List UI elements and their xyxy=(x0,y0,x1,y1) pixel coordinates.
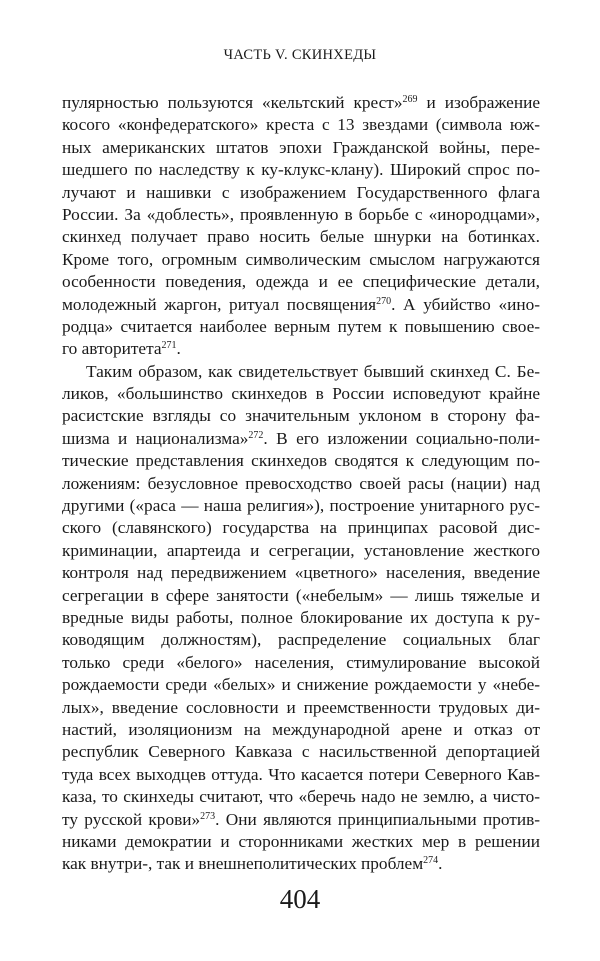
text-line xyxy=(62,182,540,204)
paragraph xyxy=(62,92,540,361)
text-segment: Таким образом, как свидетельствует бывший скинхед С. Бе- xyxy=(86,361,540,381)
text-line xyxy=(62,473,540,495)
text-segment: шизма и национализма» xyxy=(62,428,249,448)
text-segment: рождаемости среди «белых» и снижение рождаемости у «небе- xyxy=(62,675,540,695)
text-segment: России. За «доблесть», проявленную в борьбе с «инородцами», xyxy=(62,204,540,224)
text-line xyxy=(62,204,540,226)
footnote-ref: 271 xyxy=(161,340,177,352)
text-line xyxy=(62,629,540,651)
text-line xyxy=(62,607,540,629)
text-line xyxy=(62,226,540,248)
text-line xyxy=(62,159,540,181)
text-segment: . xyxy=(438,854,443,874)
text-segment: другими («раса — наша религия»), построение унитарного рус- xyxy=(62,496,540,516)
text-segment: ложениям: безусловное превосходство своей расы (нации) над xyxy=(62,473,540,493)
text-line xyxy=(62,585,540,607)
text-segment: вредные виды работы, полное блокирование их доступа к ру- xyxy=(62,607,540,627)
text-segment: ководящим должностям), распределение социальных благ xyxy=(62,630,540,650)
text-segment: тические представления скинхедов сводятся к следующим по- xyxy=(62,451,540,471)
text-segment: каза, то скинхеды считают, что «беречь надо не землю, а чисто- xyxy=(62,787,540,807)
text-line xyxy=(62,294,540,316)
text-line xyxy=(62,495,540,517)
text-segment: расистские взгляды со значительным уклоном в сторону фа- xyxy=(62,406,540,426)
body-text xyxy=(62,92,540,876)
text-line xyxy=(62,562,540,584)
text-segment: родца» считается наиболее верным путем к повышению свое- xyxy=(62,316,540,336)
text-segment: молодежный жаргон, ритуал посвящения xyxy=(62,294,377,314)
text-segment: скинхед получает право носить белые шнурки на ботинках. xyxy=(62,227,540,247)
text-segment: косого «конфедератского» креста с 13 звездами (символа юж- xyxy=(62,115,540,135)
text-line xyxy=(62,652,540,674)
text-line xyxy=(62,764,540,786)
page-number: 404 xyxy=(279,884,321,914)
text-segment: криминации, апартеида и сегрегации, установление жесткого xyxy=(62,540,540,560)
text-segment: шедшего по наследству к ку-клукс-клану). Широкий спрос по- xyxy=(62,160,540,180)
text-line xyxy=(62,786,540,808)
text-segment: . А убийство «ино- xyxy=(391,294,540,314)
text-line xyxy=(62,271,540,293)
text-line xyxy=(62,114,540,136)
text-line xyxy=(62,338,540,360)
text-segment: только среди «белого» населения, стимулирование высокой xyxy=(62,652,540,672)
footnote-ref: 269 xyxy=(402,94,418,105)
text-segment: республик Северного Кавказа с насильственной депортацией xyxy=(62,742,540,762)
text-line xyxy=(62,428,540,450)
footnote-ref: 272 xyxy=(248,429,264,441)
text-line xyxy=(62,92,540,114)
footnote-ref: 274 xyxy=(423,855,439,867)
text-line xyxy=(62,697,540,719)
text-line xyxy=(62,674,540,696)
text-line xyxy=(62,249,540,271)
text-line xyxy=(62,741,540,763)
text-segment: как внутри-, так и внешнеполитических проблем xyxy=(62,854,424,874)
text-segment: лучают и нашивки с изображением Государственного флага xyxy=(62,182,540,202)
footnote-ref: 270 xyxy=(376,295,392,307)
text-line xyxy=(62,540,540,562)
text-line xyxy=(62,137,540,159)
text-segment: особенности поведения, одежда и ее специфические детали, xyxy=(62,272,540,292)
text-segment: . В его изложении социально-поли- xyxy=(263,428,540,448)
text-segment: туда всех выходцев оттуда. Что касается потери Северного Кав- xyxy=(62,764,540,784)
text-segment: ского (славянского) государства на принципах расовой дис- xyxy=(62,518,540,538)
text-segment: и изображение xyxy=(417,93,541,112)
footnote-ref: 273 xyxy=(200,810,216,822)
text-segment: никами демократии и сторонниками жестких мер в решении xyxy=(62,831,540,851)
text-line xyxy=(62,517,540,539)
text-segment: настий, изоляционизм на международной арене и отказ от xyxy=(62,719,540,739)
text-segment: . xyxy=(176,339,181,359)
paragraph xyxy=(62,361,540,876)
text-segment: пулярностью пользуются «кельтский крест» xyxy=(62,93,403,112)
text-segment: ликов, «большинство скинхедов в России исповедуют крайне xyxy=(62,384,540,404)
text-segment: контроля над передвижением «цветного» населения, введение xyxy=(62,563,540,583)
text-line xyxy=(62,853,540,875)
text-segment: го авторитета xyxy=(62,339,162,359)
text-line xyxy=(62,383,540,405)
text-segment: ту русской крови» xyxy=(62,809,201,829)
text-line xyxy=(62,316,540,338)
text-segment: . Они являются принципиальными против- xyxy=(215,809,540,829)
text-segment: лых», введение сословности и преемственности трудовых ди- xyxy=(62,697,540,717)
text-segment: ных американских штатов эпохи Гражданской войны, пере- xyxy=(62,137,540,157)
text-line xyxy=(62,361,540,383)
text-line xyxy=(62,809,540,831)
text-line xyxy=(62,405,540,427)
text-segment: Кроме того, огромным символическим смыслом нагружаются xyxy=(62,249,540,269)
text-line xyxy=(62,450,540,472)
text-segment: сегрегации в сфере занятости («небелым» — лишь тяжелые и xyxy=(62,585,540,605)
running-header: ЧАСТЬ V. СКИНХЕДЫ xyxy=(223,47,377,63)
text-line xyxy=(62,831,540,853)
text-line xyxy=(62,719,540,741)
